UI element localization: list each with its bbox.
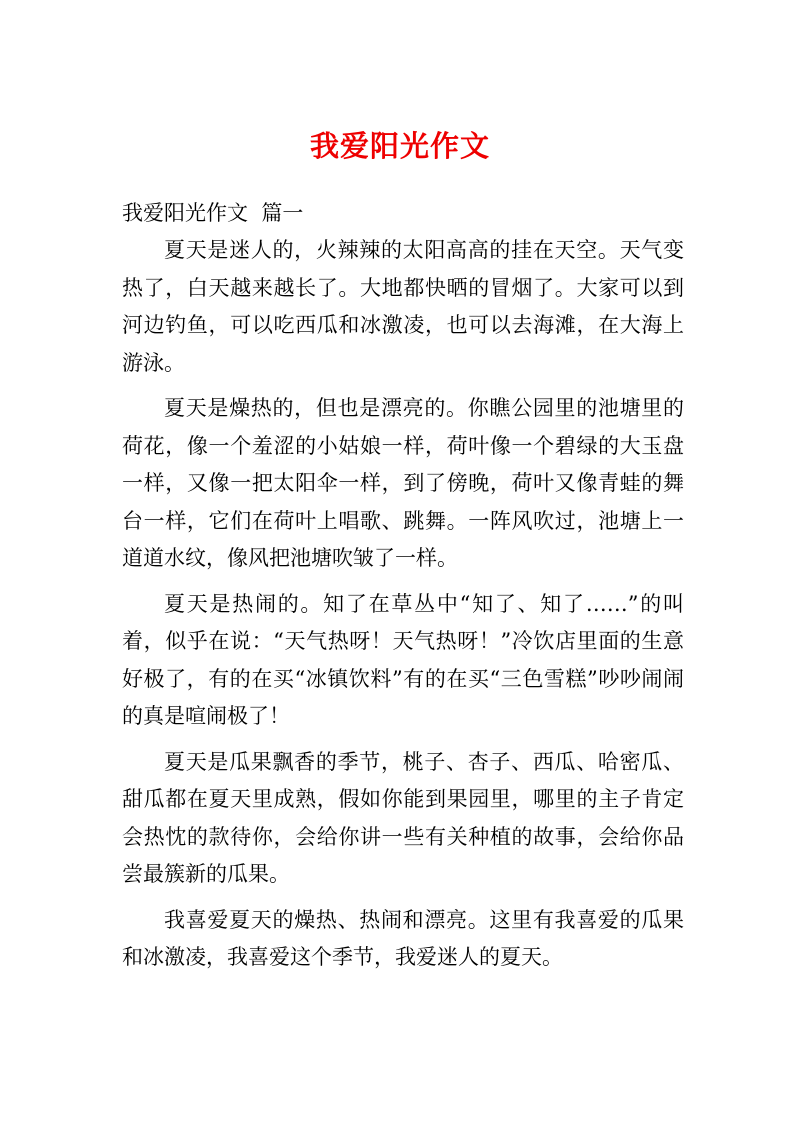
section-heading: 我爱阳光作文 篇一: [122, 201, 304, 225]
paragraph: 夏天是迷人的，火辣辣的太阳高高的挂在天空。天气变热了，白天越来越长了。大地都快晒的冒烟了。大家可以到河边钓鱼，可以吃西瓜和冰激凌，也可以去海滩，在大海上游泳。: [122, 238, 684, 375]
paragraph: 夏天是燥热的，但也是漂亮的。你瞧公园里的池塘里的荷花，像一个羞涩的小姑娘一样，荷叶像一个碧绿的大玉盘一样，又像一把太阳伞一样，到了傍晚，荷叶又像青蛙的舞台一样，它们在荷叶上唱歌、跳舞。一阵风吹过，池塘上一道道水纹，像风把池塘吹皱了一样。: [122, 396, 684, 570]
paragraph: 夏天是热闹的。知了在草丛中“知了、知了……”的叫着，似乎在说：“天气热呀！天气热呀！”冷饮店里面的生意好极了，有的在买“冰镇饮料”有的在买“三色雪糕”吵吵闹闹的真是喧闹极了！: [122, 591, 684, 728]
article-body: [122, 232, 684, 985]
paragraph: 我喜爱夏天的燥热、热闹和漂亮。这里有我喜爱的瓜果和冰激凌，我喜爱这个季节，我爱迷人的夏天。: [122, 907, 684, 969]
paragraph: 夏天是瓜果飘香的季节，桃子、杏子、西瓜、哈密瓜、甜瓜都在夏天里成熟，假如你能到果园里，哪里的主子肯定会热忱的款待你，会给你讲一些有关种植的故事，会给你品尝最簇新的瓜果。: [122, 749, 684, 886]
document-title: 我爱阳光作文: [309, 129, 490, 163]
